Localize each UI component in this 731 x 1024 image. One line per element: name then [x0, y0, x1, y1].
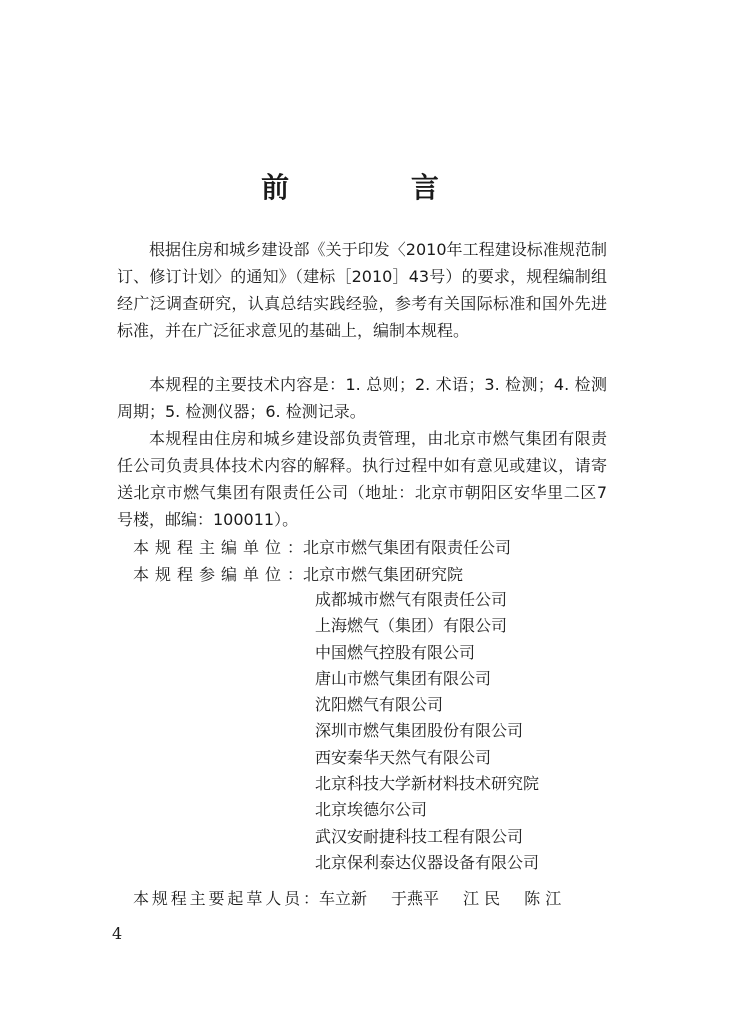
- participating-unit-row: [117, 561, 463, 588]
- drafters-row: [117, 885, 585, 912]
- paragraph-3: 本规程由住房和城乡建设部负责管理，由北京市燃气集团有限责任公司负责具体技术内容的解释。执行过程中如有意见或建议，请寄送北京市燃气集团有限责任公司（地址：北京市朝阳区安华里二区7号楼，邮编：100011）。: [117, 429, 607, 529]
- drafter-name: 于燕平: [391, 889, 440, 908]
- chief-unit-label: 本规程主编单位：: [133, 538, 303, 557]
- page-number: 4: [112, 924, 123, 943]
- participating-unit-item: 北京科技大学新材料技术研究院: [315, 774, 540, 794]
- participating-unit-label: 本规程参编单位：: [133, 565, 303, 584]
- chief-unit-value: 北京市燃气集团有限责任公司: [303, 538, 512, 557]
- participating-unit-first: 北京市燃气集团研究院: [303, 565, 464, 584]
- drafter-name: 江 民: [463, 889, 501, 908]
- paragraph-1: 根据住房和城乡建设部《关于印发〈2010年工程建设标准规范制订、修订计划〉的通知》（建标［2010］43号）的要求，规程编制组经广泛调查研究，认真总结实践经验，参考有关国际标准和国外先进标准，并在广泛征求意见的基础上，编制本规程。: [117, 240, 607, 340]
- page-title: 前 言: [261, 171, 495, 204]
- participating-unit-list: [315, 587, 539, 876]
- participating-unit-item: 唐山市燃气集团有限公司: [315, 668, 492, 688]
- participating-unit-item: 中国燃气控股有限公司: [315, 642, 476, 662]
- participating-unit-item: 深圳市燃气集团股份有限公司: [315, 721, 524, 741]
- participating-unit-item: 北京埃德尔公司: [315, 800, 428, 820]
- participating-unit-item: 上海燃气（集团）有限公司: [315, 616, 508, 636]
- drafter-name: 车立新: [319, 889, 368, 908]
- drafter-name: 陈 江: [524, 889, 562, 908]
- participating-unit-item: 成都城市燃气有限责任公司: [315, 590, 508, 609]
- participating-unit-item: 西安秦华天然气有限公司: [315, 747, 492, 767]
- chief-unit-row: [117, 534, 511, 561]
- participating-unit-item: 北京保利泰达仪器设备有限公司: [315, 852, 540, 872]
- participating-unit-item: 武汉安耐捷科技工程有限公司: [315, 826, 524, 846]
- drafters-label: 本规程主要起草人员：: [133, 889, 319, 908]
- participating-unit-item: 沈阳燃气有限公司: [315, 695, 444, 715]
- paragraph-2: 本规程的主要技术内容是：1. 总则；2. 术语；3. 检测；4. 检测周期；5. 检测仪器；6. 检测记录。: [117, 375, 607, 421]
